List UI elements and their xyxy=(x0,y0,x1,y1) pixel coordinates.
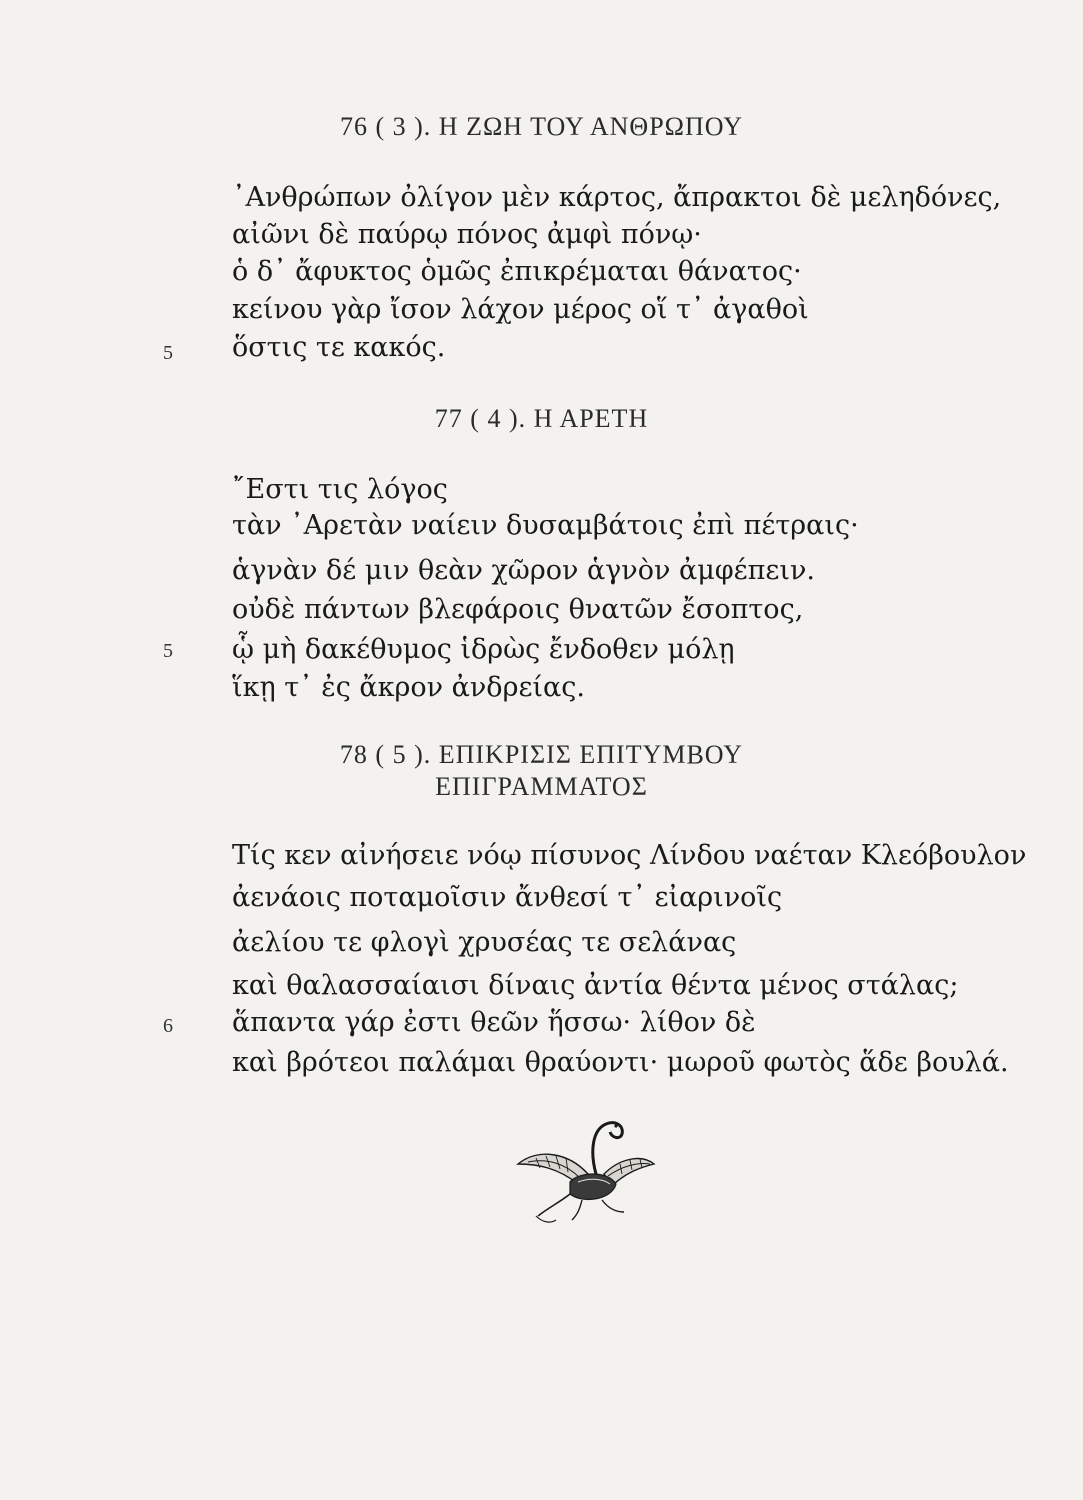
poem-78-line-4: καὶ θαλασσαίαισι δίναις ἀντία θέντα μένος στάλας; xyxy=(232,970,959,1001)
poem-76-line-3: ὁ δ᾿ ἄφυκτος ὁμῶς ἐπικρέμαται θάνατος· xyxy=(232,256,802,287)
poem-78-line-5: ἅπαντα γάρ ἐστι θεῶν ἥσσω· λίθον δὲ xyxy=(232,1007,756,1038)
poem-77-heading: 77 ( 4 ). Η ΑΡΕΤΗ xyxy=(434,404,649,433)
poem-76-line-1: ᾿Ανθρώπων ὀλίγον μὲν κάρτος, ἄπρακτοι δὲ μεληδόνες, xyxy=(232,182,1002,213)
poem-77-line-4: οὐδὲ πάντων βλεφάροις θνατῶν ἔσοπτος, xyxy=(232,594,804,625)
poem-76-line-2: αἰῶνι δὲ παύρῳ πόνος ἀμφὶ πόνῳ· xyxy=(232,219,702,250)
poem-76-heading: 76 ( 3 ). Η ΖΩΗ ΤΟΥ ΑΝΘΡΩΠΟΥ xyxy=(339,112,744,141)
poem-77-line-1: ῎Εστι τις λόγος xyxy=(232,474,448,505)
poem-77-line-number: 5 xyxy=(163,640,173,662)
poem-76-line-number: 5 xyxy=(163,342,173,364)
poem-77-line-6: ἵκῃ τ᾿ ἐς ἄκρον ἀνδρείας. xyxy=(232,672,585,703)
poem-78-line-1: Τίς κεν αἰνήσειε νόῳ πίσυνος Λίνδου ναέταν Κλεόβουλον xyxy=(232,840,1027,871)
poem-76-line-4: κείνου γὰρ ἴσον λάχον μέρος οἵ τ᾿ ἀγαθοὶ xyxy=(232,294,809,325)
poem-78-line-3: ἀελίου τε φλογὶ χρυσέας τε σελάνας xyxy=(232,927,737,958)
poem-77-line-5: ᾧ μὴ δακέθυμος ἱδρὼς ἔνδοθεν μόλῃ xyxy=(232,634,735,665)
poem-77-line-2: τὰν ᾿Αρετὰν ναίειν δυσαμβάτοις ἐπὶ πέτραις· xyxy=(232,510,859,541)
poem-78-line-6: καὶ βρότεοι παλάμαι θραύοντι· μωροῦ φωτὸς ἅδε βουλά. xyxy=(232,1047,1009,1078)
swan-ornament-icon xyxy=(508,1112,658,1232)
poem-78-heading-line-2: ΕΠΙΓΡΑΜΜΑΤΟΣ xyxy=(435,772,648,801)
poem-77-line-3: ἁγνὰν δέ μιν θεὰν χῶρον ἁγνὸν ἀμφέπειν. xyxy=(232,555,815,586)
poem-78-line-2: ἀενάοις ποταμοῖσιν ἄνθεσί τ᾿ εἰαρινοῖς xyxy=(232,882,783,913)
poem-76-line-5: ὅστις τε κακός. xyxy=(232,332,446,363)
poem-78-heading: 78 ( 5 ). ΕΠΙΚΡΙΣΙΣ ΕΠΙΤΥΜΒΟΥ xyxy=(339,740,744,769)
poem-78-line-number: 6 xyxy=(163,1015,173,1037)
